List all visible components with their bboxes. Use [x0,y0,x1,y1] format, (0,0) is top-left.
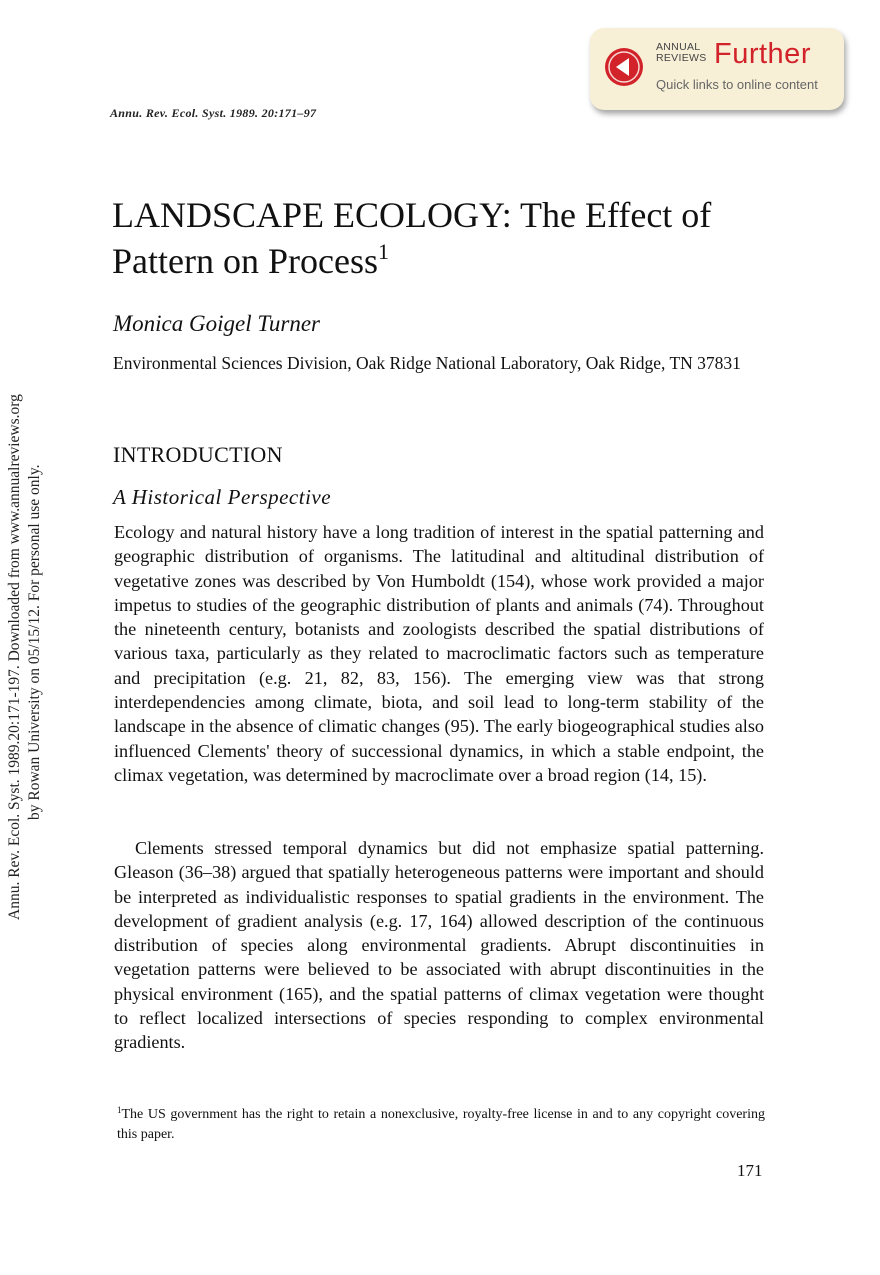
body-paragraph: Clements stressed temporal dynamics but did not emphasize spatial patterning. Gleason (36–38) argued that spatially heterogeneous patterns were important and should be interpreted as individualistic responses to spatial gradients in the environment. The development of gradient analysis (e.g. 17, 164) allowed description of the continuous distribution of species along environmental gradients. Abrupt discontinuities in vegetation patterns were believed to be associated with abrupt discontinuities in the physical environment (165), and the spatial patterns of climax vegetation were thought to reflect localized intersections of species responding to complex environmental gradients. [114,838,764,1053]
further-badge[interactable] [590,28,844,110]
section-heading: INTRODUCTION [113,442,283,467]
footnote-text: The US government has the right to retain a nonexclusive, royalty-free license in and to any copyright covering this paper. [117,1107,765,1142]
download-notice-line-2: by Rowan University on 05/15/12. For personal use only. [26,464,43,820]
page-number: 171 [737,1161,763,1180]
footnote-mark: 1 [117,1105,122,1115]
further-label: Further [714,38,811,70]
author-name: Monica Goigel Turner [113,311,320,336]
further-subtitle: Quick links to online content [656,77,818,92]
article-title-text: LANDSCAPE ECOLOGY: The Effect of Pattern on Process [112,195,712,281]
title-footnote-mark[interactable]: 1 [377,239,389,264]
footnote [117,1105,765,1145]
download-notice-line-1: Annu. Rev. Ecol. Syst. 1989.20:171-197. Downloaded from www.annualreviews.org [6,394,23,920]
author-affiliation: Environmental Sciences Division, Oak Ridge National Laboratory, Oak Ridge, TN 37831 [113,353,741,373]
journal-citation: Annu. Rev. Ecol. Syst. 1989. 20:171–97 [110,106,317,120]
subsection-heading: A Historical Perspective [113,485,332,509]
annual-label: ANNUAL [656,41,701,53]
body-paragraph: Ecology and natural history have a long tradition of interest in the spatial patterning and geographic distribution of organisms. The latitudinal and altitudinal distribution of vegetative zones was described by Von Humboldt (154), whose work provided a major impetus to studies of the geographic distribution of plants and animals (74). Throughout the nineteenth century, botanists and zoologists described the spatial distributions of various taxa, particularly as they related to macroclimatic factors such as temperature and precipitation (e.g. 21, 82, 83, 156). The emerging view was that strong interdependencies among climate, biota, and soil lead to long-term stability of the landscape in the absence of climatic changes (95). The early biogeographical studies also influenced Clements' theory of successional dynamics, in which a stable endpoint, the climax vegetation, was determined by macroclimate over a broad region (14, 15). [114,522,764,785]
annual-reviews-wordmark [656,42,707,64]
reviews-label: REVIEWS [656,52,707,64]
download-notice [2,350,48,950]
article-title [112,192,772,284]
play-back-icon[interactable] [604,47,644,87]
